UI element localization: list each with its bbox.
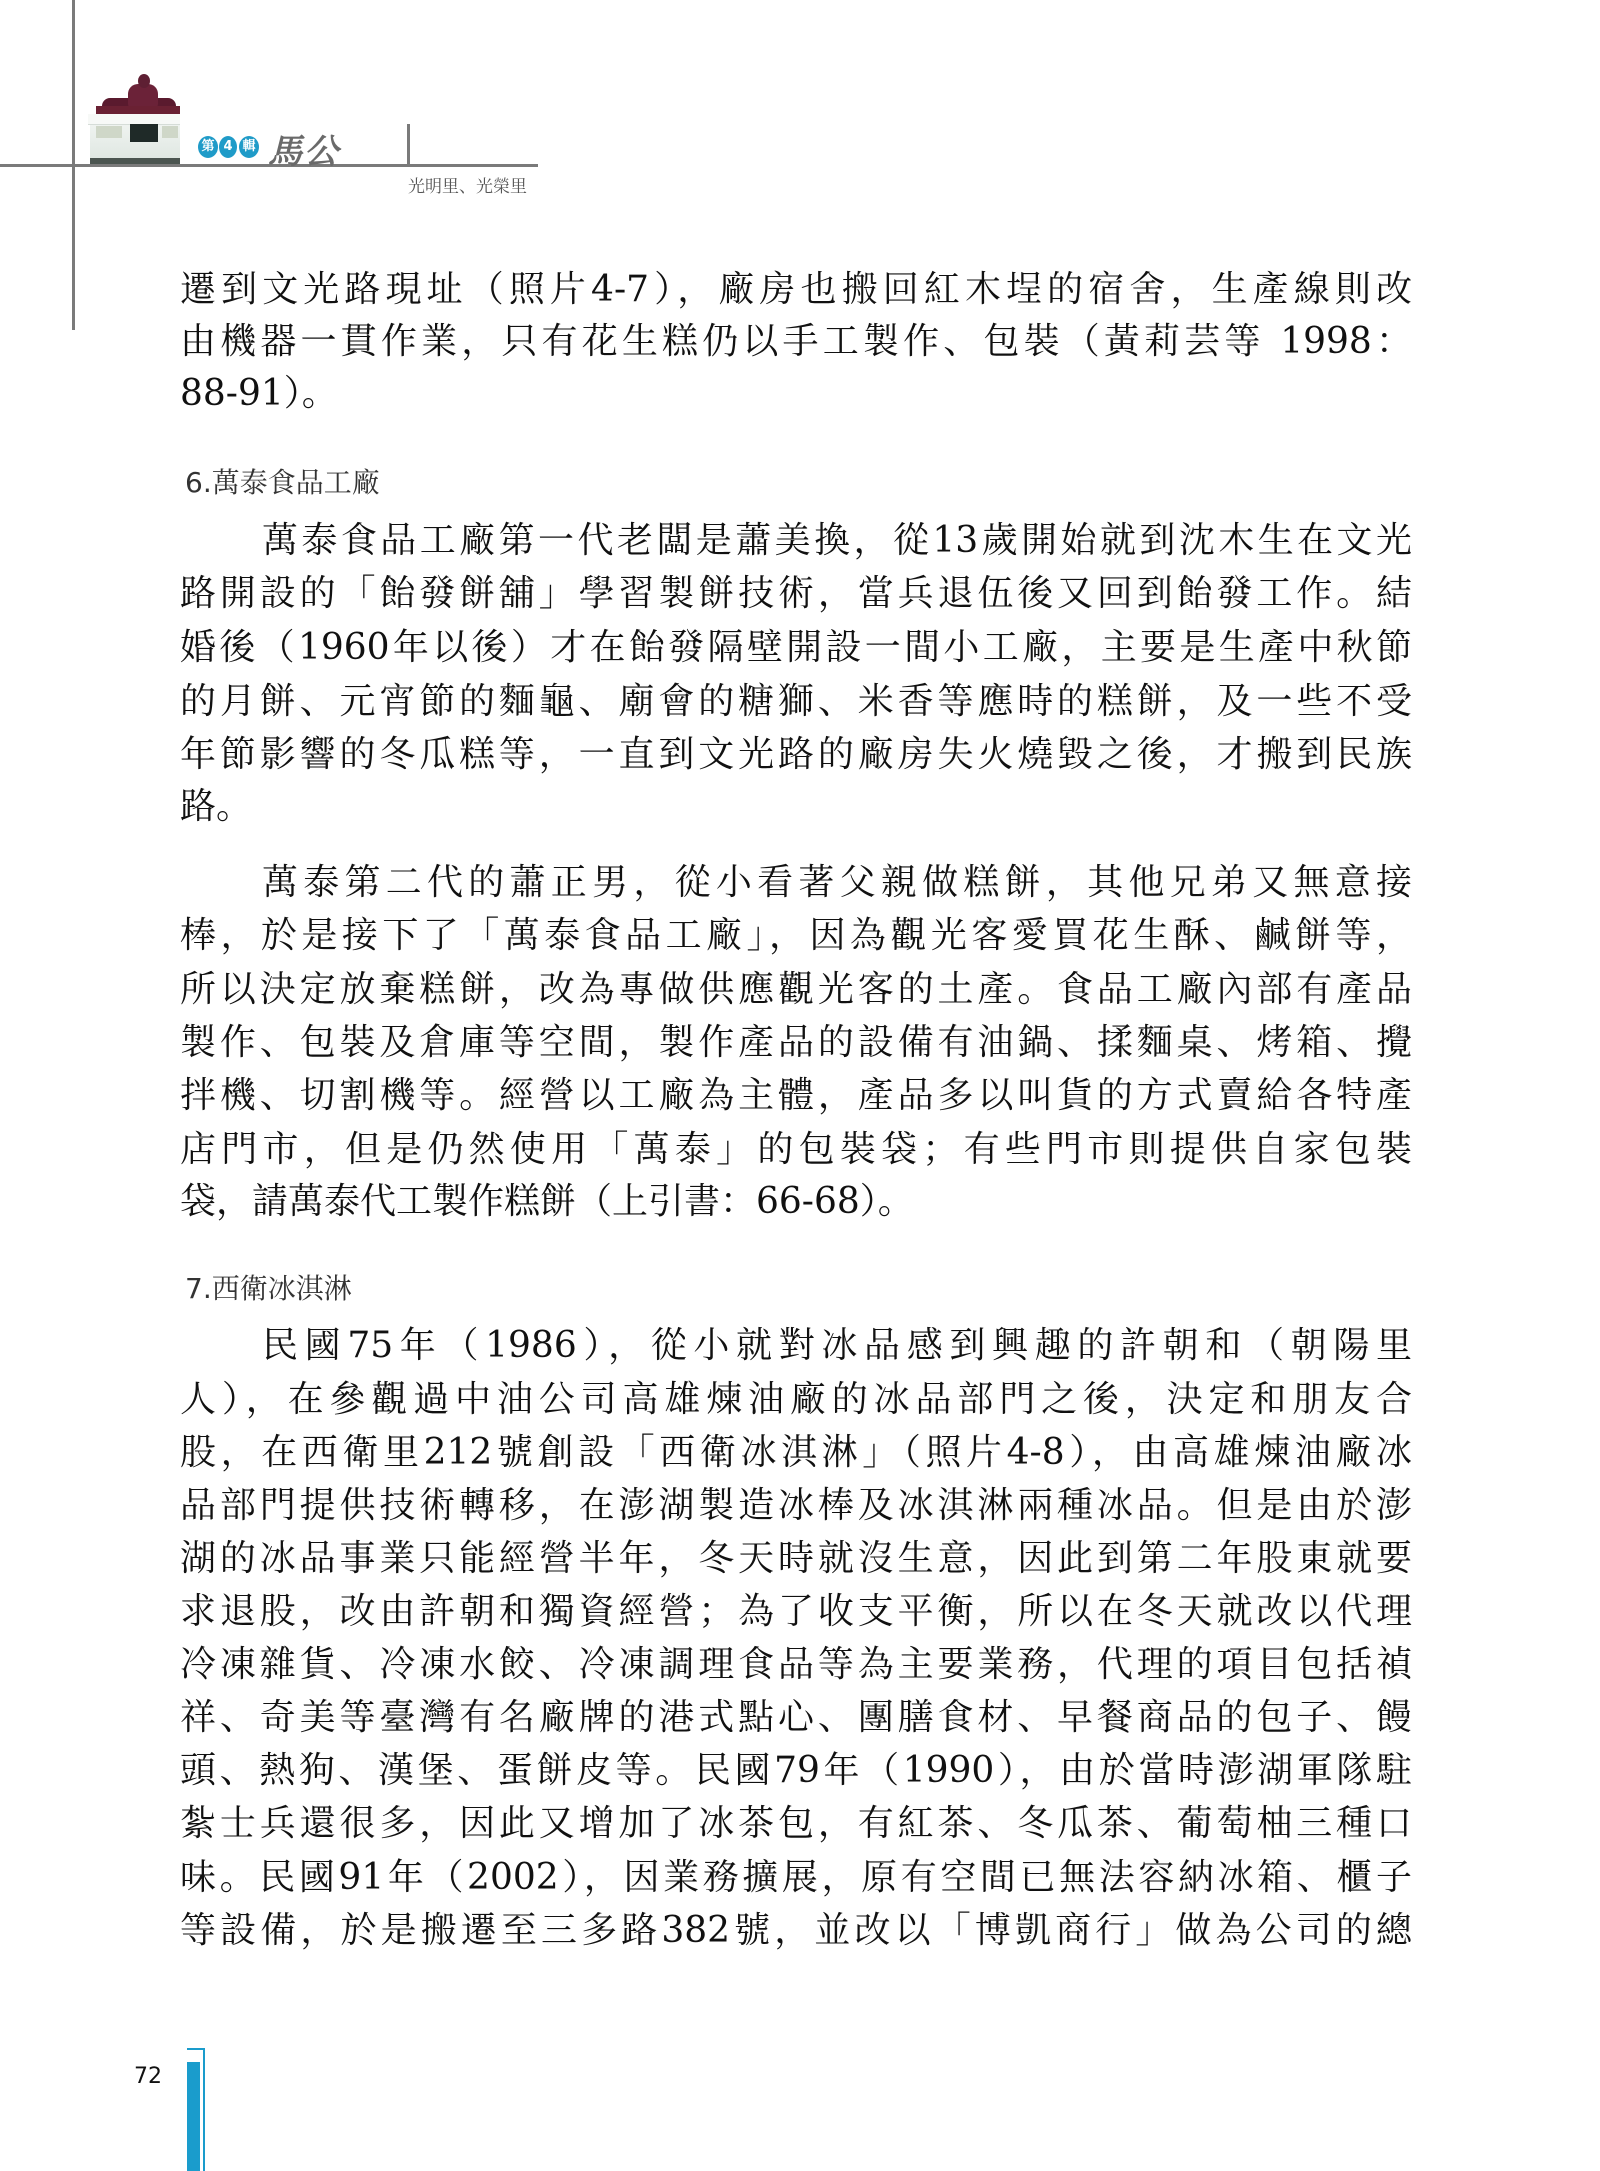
text-line: 婚後（1960年以後）才在飴發隔壁開設一間小工廠，主要是生產中秋節 [180, 627, 1412, 668]
text-line: 由機器一貫作業，只有花生糕仍以手工製作、包裝（黃莉芸等 1998： [180, 321, 1412, 362]
text-line: 頭、熱狗、漢堡、蛋餅皮等。民國79年（1990），由於當時澎湖軍隊駐 [180, 1750, 1412, 1791]
statue-window-right [162, 126, 178, 138]
statue-window-left [96, 126, 122, 138]
statue-image [88, 68, 180, 166]
statue-base [90, 158, 180, 164]
text-line: 股，在西衛里212號創設「西衛冰淇淋」（照片4-8），由高雄煉油廠冰 [180, 1432, 1412, 1473]
text-line: 所以決定放棄糕餅，改為專做供應觀光客的土產。食品工廠內部有產品 [180, 969, 1412, 1010]
text-line: 88-91）。 [180, 373, 338, 414]
section-heading-6: 6.萬泰食品工廠 [185, 466, 380, 499]
text-line: 祥、奇美等臺灣有名廠牌的港式點心、團膳食材、早餐商品的包子、饅 [180, 1697, 1412, 1738]
section-heading-7: 7.西衛冰淇淋 [185, 1272, 352, 1305]
text-line: 等設備，於是搬遷至三多路382號，並改以「博凱商行」做為公司的總 [180, 1910, 1412, 1951]
statue-slab [96, 106, 180, 114]
header-subtitle: 光明里、光榮里 [408, 177, 527, 197]
text-line: 味。民國91年（2002），因業務擴展，原有空間已無法容納冰箱、櫃子 [180, 1857, 1412, 1898]
text-line: 製作、包裝及倉庫等空間，製作產品的設備有油鍋、揉麵桌、烤箱、攪 [180, 1022, 1412, 1063]
text-line: 民國75年（1986），從小就對冰品感到興趣的許朝和（朝陽里 [262, 1325, 1412, 1366]
text-line: 店門市，但是仍然使用「萬泰」的包裝袋；有些門市則提供自家包裝 [180, 1129, 1412, 1170]
text-line: 年節影響的冬瓜糕等，一直到文光路的廠房失火燒毀之後，才搬到民族 [180, 734, 1412, 775]
header-divider [407, 124, 410, 165]
text-line: 冷凍雜貨、冷凍水餃、冷凍調理食品等為主要業務，代理的項目包括禎 [180, 1644, 1412, 1685]
page-bar [187, 2062, 200, 2171]
text-line: 袋，請萬泰代工製作糕餅（上引書：66-68）。 [180, 1181, 914, 1222]
text-line: 萬泰第二代的蕭正男，從小看著父親做糕餅，其他兄弟又無意接 [262, 862, 1412, 903]
chapter-badge-number: 4 [219, 136, 237, 158]
text-line: 人），在參觀過中油公司高雄煉油廠的冰品部門之後，決定和朋友合 [180, 1379, 1412, 1420]
page-number: 72 [134, 2064, 162, 2089]
text-line: 路。 [180, 786, 253, 827]
text-line: 湖的冰品事業只能經營半年，冬天時就沒生意，因此到第二年股東就要 [180, 1538, 1412, 1579]
text-line: 萬泰食品工廠第一代老闆是蕭美換，從13歲開始就到沈木生在文光 [262, 520, 1412, 561]
text-line: 棒，於是接下了「萬泰食品工廠」，因為觀光客愛買花生酥、鹹餅等， [180, 915, 1412, 956]
text-line: 遷到文光路現址（照片4-7），廠房也搬回紅木埕的宿舍，生產線則改 [180, 269, 1412, 310]
chapter-badge-ji: 輯 [239, 136, 259, 158]
text-line: 品部門提供技術轉移，在澎湖製造冰棒及冰淇淋兩種冰品。但是由於澎 [180, 1485, 1412, 1526]
text-line: 路開設的「飴發餅舖」學習製餅技術，當兵退伍後又回到飴發工作。結 [180, 573, 1412, 614]
district-title: 馬公 [268, 132, 340, 172]
statue-plaque [130, 124, 158, 142]
statue-figure-head [138, 74, 150, 88]
text-line: 的月餅、元宵節的麵龜、廟會的糖獅、米香等應時的糕餅，及一些不受 [180, 681, 1412, 722]
text-line: 紮士兵還很多，因此又增加了冰茶包，有紅茶、冬瓜茶、葡萄柚三種口 [180, 1803, 1412, 1844]
text-line: 拌機、切割機等。經營以工廠為主體，產品多以叫貨的方式賣給各特產 [180, 1075, 1412, 1116]
text-line: 求退股，改由許朝和獨資經營；為了收支平衡，所以在冬天就改以代理 [180, 1591, 1412, 1632]
chapter-badge-di: 第 [198, 136, 218, 158]
